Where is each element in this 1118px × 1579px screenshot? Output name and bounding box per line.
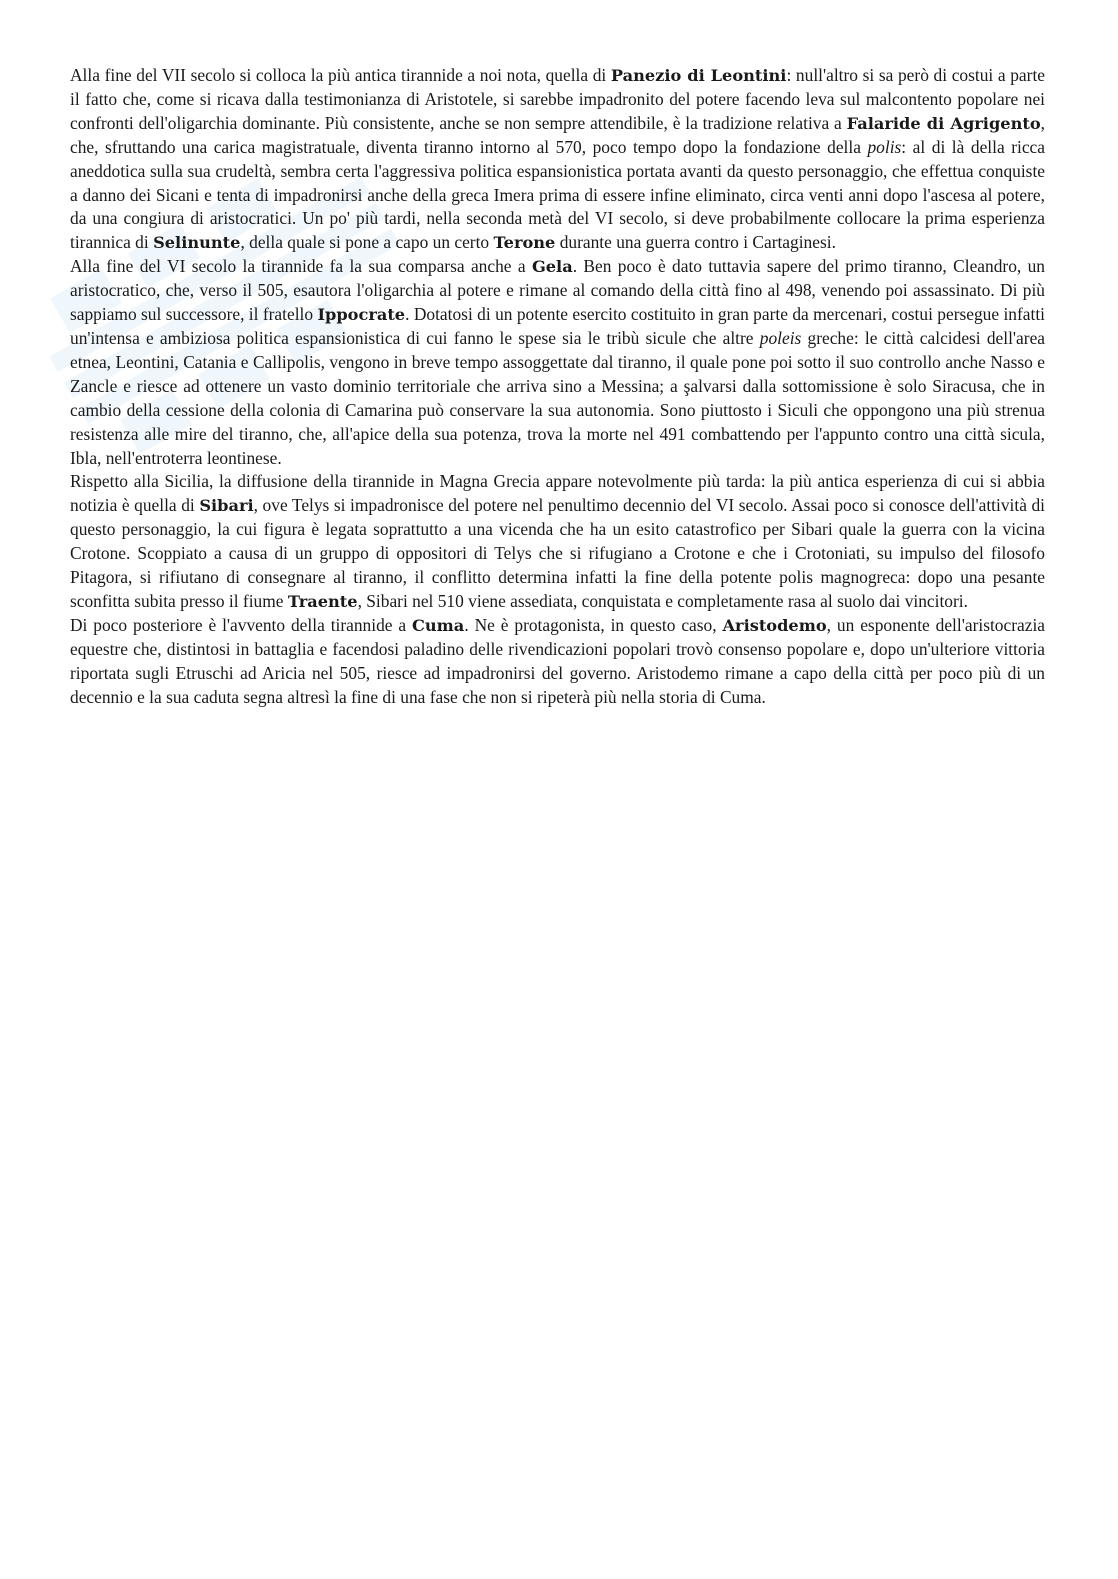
text-run: . Ne è protagonista, in questo caso, bbox=[464, 614, 723, 635]
text-run: : null'altro si sa però di costui a parte il fatto che, come si ricava dalla testimonianza di Aristotele, si sarebbe impadronito del potere facendo leva sul malcontento popolare nei confronti dell'oligarchia dominante. Più consistente, anche se non sempre attendibile, è la tradizione relativa a bbox=[70, 65, 1045, 133]
text-run: Rispetto alla Sicilia, la diffusione della tirannide in Magna Grecia appare notevolmente più tarda: la più antica esperienza di cui si abbia notizia è quella di bbox=[70, 471, 1045, 516]
text-run: durante una guerra contro i Cartaginesi. bbox=[555, 232, 836, 253]
bold-term: Traente bbox=[287, 591, 358, 611]
bold-term: Terone bbox=[493, 233, 556, 253]
text-run: . Dotatosi di un potente esercito costituito in gran parte da mercenari, costui persegue infatti un'intensa e ambiziosa politica espansionistica di cui fanno le spese sia le tribù sicule che altre bbox=[70, 304, 1046, 348]
bold-term: Ippocrate bbox=[317, 305, 406, 325]
italic-term: poleis bbox=[759, 327, 802, 348]
bold-term: Aristodemo bbox=[722, 615, 827, 635]
text-run: Alla fine del VI secolo la tirannide fa la sua comparsa anche a bbox=[70, 256, 532, 277]
text-run: greche: le città calcidesi dell'area etnea, Leontini, Catania e Callipolis, vengono in breve tempo assoggettate dal tiranno, il quale pone poi sotto il suo controllo anche Nasso e Zancle e riesce ad ottenere un vasto dominio territoriale che arriva sino a Messina; a şalvarsi dalla sottomissione è solo Siracusa, che in cambio della cessione della colonia di Camarina può conservare la sua autonomia. Sono piuttosto i Siculi che oppongono una più strenua resistenza alle mire del tiranno, che, all'apice della sua potenza, trova la morte nel 491 combattendo per l'appunto contro una città sicula, Ibla, nell'entroterra leontinese. bbox=[70, 327, 1046, 468]
text-run: Di poco posteriore è l'avvento della tirannide a bbox=[70, 614, 413, 635]
text-run: , Sibari nel 510 viene assediata, conquistata e completamente rasa al suolo dai vincitori. bbox=[357, 590, 968, 611]
text-run: , della quale si pone a capo un certo bbox=[240, 232, 494, 253]
bold-term: Cuma bbox=[412, 615, 465, 635]
paragraph-2 bbox=[70, 255, 1045, 470]
text-run: . Ben poco è dato tuttavia sapere del primo tiranno, Cleandro, un aristocratico, che, verso il 505, esautora l'oligarchia al potere e rimane al comando della città fino al 498, venendo poi assassinato. Di più sappiamo sul successore, il fratello bbox=[70, 256, 1045, 325]
paragraph-3 bbox=[70, 470, 1045, 613]
bold-term: Selinunte bbox=[153, 233, 241, 253]
text-run: : al di là della ricca aneddotica sulla sua crudeltà, sembra certa l'aggressiva politica espansionistica portata avanti da questo personaggio, che effettua conquiste a danno dei Sicani e tenta di impadronirsi anche della greca Imera prima di essere infine eliminato, circa venti anni dopo l'ascesa al potere, da una congiura di aristocratici. Un po' più tardi, nella seconda metà del VI secolo, si deve probabilmente collocare la prima esperienza tirannica di bbox=[70, 136, 1045, 253]
text-run: , che, sfruttando una carica magistratuale, diventa tiranno intorno al 570, poco tempo dopo la fondazione della bbox=[70, 112, 1045, 157]
bold-term: Falaride di Agrigento bbox=[846, 113, 1041, 133]
text-run: Alla fine del VII secolo si colloca la più antica tirannide a noi nota, quella di bbox=[70, 65, 611, 85]
text-run: , ove Telys si impadronisce del potere nel penultimo decennio del VI secolo. Assai poco si conosce dell'attività di questo personaggio, la cui figura è legata soprattutto a una vicenda che ha un esito catastrofico per Sibari quale la guerra con la vicina Crotone. Scoppiato a causa di un gruppo di oppositori di Telys che si rifugiano a Crotone e che i Crotoniati, su impulso del filosofo Pitagora, si rifiutano di consegnare al tiranno, il conflitto determina infatti la fine della potente polis magnogreca: dopo una pesante sconfitta subita presso il fiume bbox=[70, 495, 1046, 611]
bold-term: Panezio di Leontini bbox=[610, 66, 787, 85]
bold-term: Sibari bbox=[199, 496, 254, 516]
document-body bbox=[70, 64, 1045, 709]
text-run: , un esponente dell'aristocrazia equestre che, distintosi in battaglia e facendosi paladino delle rivendicazioni popolari trovò consenso popolare e, dopo un'ulteriore vittoria riportata sugli Etruschi ad Aricia nel 505, riesce ad impadronirsi del governo. Aristodemo rimane a capo della città per poco più di un decennio e la sua caduta segna altresì la fine di una fase che non si ripeterà più nella storia di Cuma. bbox=[70, 614, 1045, 707]
paragraph-4 bbox=[70, 614, 1045, 710]
paragraph-1 bbox=[70, 64, 1045, 255]
bold-term: Gela bbox=[531, 257, 573, 277]
italic-term: polis bbox=[867, 136, 902, 157]
